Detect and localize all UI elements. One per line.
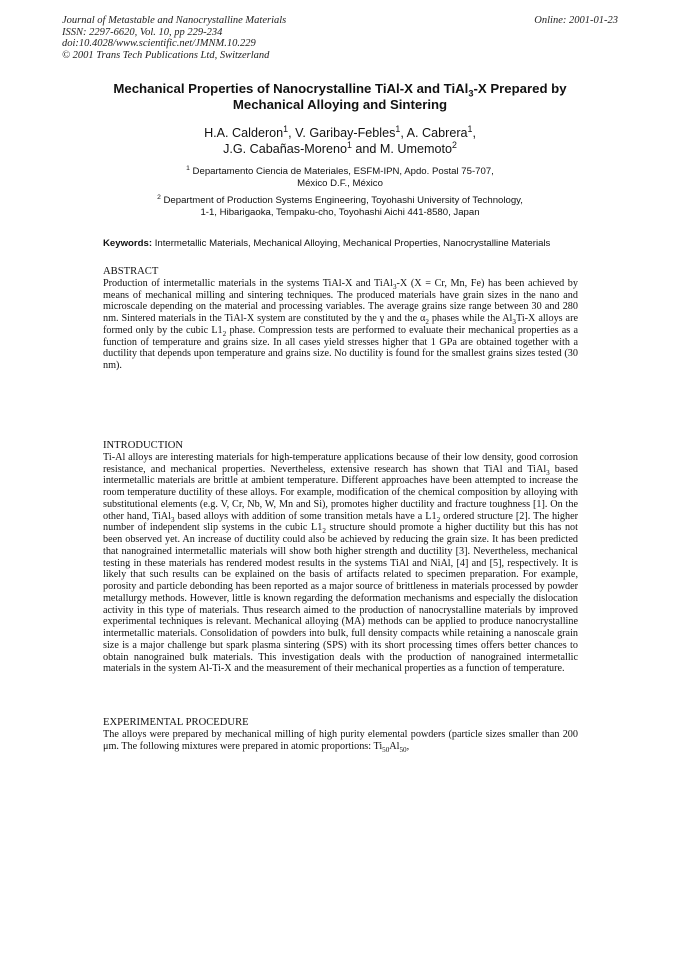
keywords xyxy=(103,238,583,250)
title-line-1: Mechanical Properties of Nanocrystalline TiAl-X and TiAl$_3$-X Prepared by xyxy=(113,81,567,99)
author-line-2: J.G. Cabañas-Moreno$^1$ and M. Umemoto$^2$ xyxy=(223,139,457,156)
abstract-body: Production of intermetallic materials in the systems TiAl-X and TiAl$_3$-X (X = Cr, Mn, Fe) has been achieved by means of mechanical milling and sintering techniques. The produced materials have grain sizes in the nano and microscale depending on the material and processing variables. The average grains size range between 30 and 280 nm. Sintered materials in the TiAl-X system are constituted by the γ and the $\alpha_2$ phases while the $Al_3Ti-X$ alloys are formed only by the cubic $L1_2$ phase. Compression tests are performed to evaluate their mechanical properties as a function of temperature and grains size. In all cases yield stresses higher that 1 GPa are obtained together with a ductility that depends upon temperature and grains size. No ductility is found for the smallest grains sizes tested (30 nm). xyxy=(103,277,579,371)
affiliation-2: $^2$ Department of Production Systems Engineering, Toyohashi University of Technology, 1-1, Hibarigaoka, Tempaku-cho, Toyohashi Aichi 441-8580, Japan xyxy=(157,193,523,218)
introduction-body: Ti-Al alloys are interesting materials for high-temperature applications because of their low density, good corrosion resistance, and mechanical properties. Nevertheless, extensive research has shown that TiAl and TiAl$_3$ based intermetallic materials are brittle at ambient temperature. Different approaches have been attempted to increase the room temperature ductility of these alloys. For example, modification of the chemical composition by alloying with substitutional elements (e.g. V, Cr, Nb, W, Mn and Si), promotes higher ductility and fracture toughness [1]. On the other hand, TiAl$_3$ based alloys with addition of some transition metals have a $L1_2$ ordered structure [2]. The higher number of independent slip systems in the cubic $L1_2$ structure should promote a higher ductility but this has not been observed yet. An increase of ductility could also be achieved by reducing the grain size. It has been predicted that nanograined intermetallic materials will show both higher strength and ductility [3]. Nevertheless, mechanical testing in these materials has rendered modest results in the systems TiAl and NiAl, [4] and [5], respectively. It is likely that such results can be explained on the basis of artifacts related to specimen preparation. For example, porosity and particle debonding has been reported as a major source of brittleness in materials processed by powder metallurgy methods. However, little is known regarding the deformation mechanisms and especially the dislocation activity in this type of materials. Thus research aimed to the production of nanocrystalline materials by improved experimental techniques is relevant. Mechanical alloying (MA) methods can be applied to produce nanocrystalline intermetallic materials. Consolidation of powders into bulk, full density compacts while retaining a nanoscale grain size is a major challenge but spark plasma sintering (SPS) with its short processing times offers better chances to obtain nanograined bulk materials. This investigation deals with the production of nanograined intermetallic materials in the system Al-Ti-X and the measurement of their mechanical properties as a function of temperature. xyxy=(103,451,578,675)
experimental-heading: EXPERIMENTAL PROCEDURE xyxy=(103,717,249,728)
introduction-section xyxy=(103,440,578,675)
keywords-text: Intermetallic Materials, Mechanical Alloying, Mechanical Properties, Nanocrystalline Materials xyxy=(152,238,551,249)
abstract-heading: ABSTRACT xyxy=(103,266,159,277)
keywords-label: Keywords: xyxy=(103,238,153,249)
experimental-body: The alloys were prepared by mechanical milling of high purity elemental powders (particle sizes smaller than 200 μm. The following mixtures were prepared in atomic proportions: $Ti_{50}Al_{50}$, xyxy=(103,728,578,754)
abstract-section xyxy=(103,266,578,372)
journal-issn: ISSN: 2297-6620, Vol. 10, pp 229-234 xyxy=(62,26,223,38)
online-date: Online: 2001-01-23 xyxy=(534,15,618,26)
title-line-2: Mechanical Alloying and Sintering xyxy=(232,96,448,112)
author-list xyxy=(62,125,618,157)
journal-header xyxy=(62,15,618,61)
journal-copyright: © 2001 Trans Tech Publications Ltd, Switzerland xyxy=(62,49,270,61)
journal-name: Journal of Metastable and Nanocrystalline Materials xyxy=(62,15,287,26)
experimental-section xyxy=(103,717,578,752)
paper-title xyxy=(62,81,618,112)
journal-doi: doi:10.4028/www.scientific.net/JMNM.10.229 xyxy=(62,38,256,49)
author-line-1: H.A. Calderon$^1$, V. Garibay-Febles$^1$, A. Cabrera$^1$, xyxy=(204,123,476,140)
introduction-heading: INTRODUCTION xyxy=(103,440,184,451)
affiliation-1: $^1$ Departamento Ciencia de Materiales, ESFM-IPN, Apdo. Postal 75-707, México D.F., México xyxy=(186,164,494,189)
